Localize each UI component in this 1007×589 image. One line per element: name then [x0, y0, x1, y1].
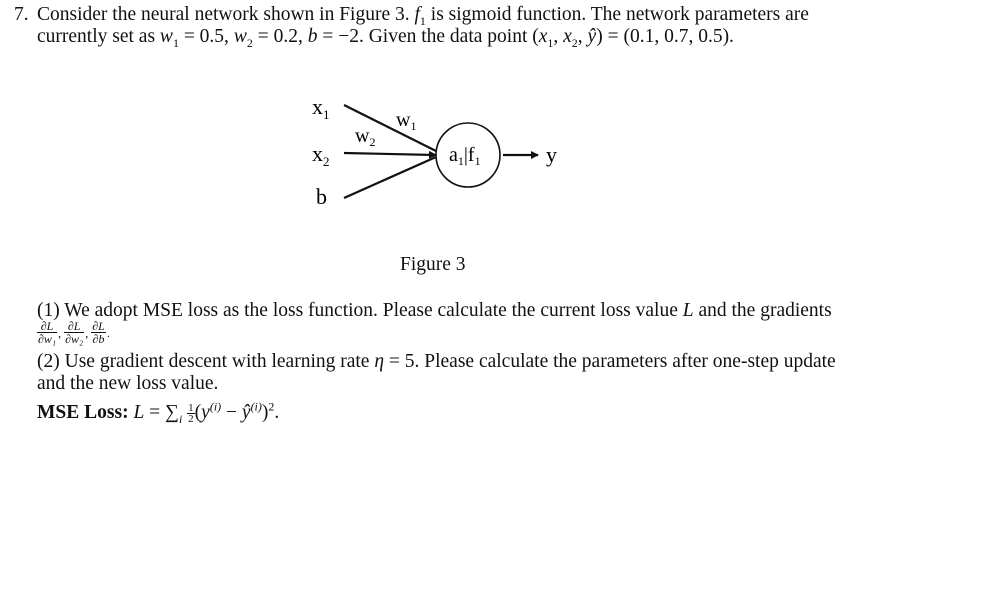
part1-text: (1) We adopt MSE loss as the loss function. Please calculate the current loss value — [37, 300, 683, 321]
gradient-end: . — [106, 325, 110, 340]
b-value: = −2. Given the data point ( — [317, 26, 539, 47]
comma: , — [577, 26, 588, 47]
sum-subscript: i — [178, 411, 183, 426]
input-b-label: b — [316, 184, 327, 209]
w1-value: = 0.5, — [178, 26, 234, 47]
x1-subscript: 1 — [547, 35, 554, 50]
part1-text: and the gradients — [693, 300, 832, 321]
yhat-superscript: (i) — [250, 399, 262, 414]
gradient-separator: , — [85, 325, 92, 340]
edge-b — [344, 157, 436, 198]
part2-line-2: and the new loss value. — [37, 373, 219, 394]
question-number: 7. — [14, 4, 29, 25]
y-symbol: y — [201, 402, 210, 423]
gradient-w1-fraction: $\frac{\partial L}{\text{∂w₁}}$ — [38, 319, 57, 346]
yhat-symbol: ŷ — [587, 26, 597, 47]
comma: , — [553, 26, 564, 47]
weight-w2-label: $w_2$ — [355, 125, 376, 149]
paren-open: ( — [194, 402, 202, 423]
f1-symbol: f — [414, 4, 420, 25]
equals: = — [144, 402, 166, 423]
part1-line-1 — [37, 300, 832, 322]
yhat-symbol: ŷ — [241, 402, 251, 423]
gradient-w2-fraction: $\frac{\partial L}{\text{∂w₂}}$ — [65, 319, 84, 346]
mse-loss-formula — [37, 399, 280, 426]
minus: − — [221, 402, 242, 423]
eta-symbol: η — [374, 351, 385, 372]
x2-symbol: x — [563, 26, 572, 47]
input-x2-label: $x_2$ — [312, 141, 330, 169]
square-superscript: 2 — [268, 399, 275, 414]
gradient-separator: , — [58, 325, 65, 340]
w2-value: = 0.2, — [252, 26, 308, 47]
weight-w1-label: $w_1$ — [396, 109, 417, 133]
neuron-label: $a_1|f_1$ — [449, 144, 481, 168]
w1-subscript: 1 — [172, 35, 179, 50]
x1-symbol: x — [538, 26, 548, 47]
edge-x2 — [344, 153, 436, 155]
output-y-label: y — [546, 142, 557, 167]
loss-symbol: L — [133, 402, 145, 423]
w1-symbol: w — [159, 26, 173, 47]
x2-subscript: 2 — [571, 35, 578, 50]
part2-line-1 — [37, 351, 836, 373]
w2-subscript: 2 — [246, 35, 253, 50]
f1-subscript: 1 — [419, 13, 426, 28]
b-symbol: b — [307, 26, 318, 47]
question-text: currently set as — [37, 26, 160, 47]
half-fraction: $\frac{1}{2}$ — [188, 402, 194, 426]
gradient-b-fraction: $\frac{\partial L}{\partial b}$ — [92, 319, 105, 346]
mse-label: MSE Loss: — [37, 402, 129, 423]
paren-close: ) — [261, 402, 269, 423]
part2-text: = 5. Please calculate the parameters after one-step update — [384, 351, 836, 372]
figure-caption: Figure 3 — [400, 254, 466, 275]
sum-symbol: ∑ — [165, 402, 179, 423]
period: . — [274, 402, 280, 423]
question-text: Consider the neural network shown in Figure 3. — [37, 4, 415, 25]
data-point-values: ) = (0.1, 0.7, 0.5). — [596, 26, 734, 47]
w2-symbol: w — [233, 26, 247, 47]
y-superscript: (i) — [209, 399, 222, 414]
question-text: is sigmoid function. The network parameters are — [425, 4, 809, 25]
input-x1-label: $x_1$ — [312, 94, 330, 122]
loss-symbol: L — [682, 300, 694, 321]
part1-gradients — [37, 320, 110, 345]
part2-text: (2) Use gradient descent with learning rate — [37, 351, 375, 372]
